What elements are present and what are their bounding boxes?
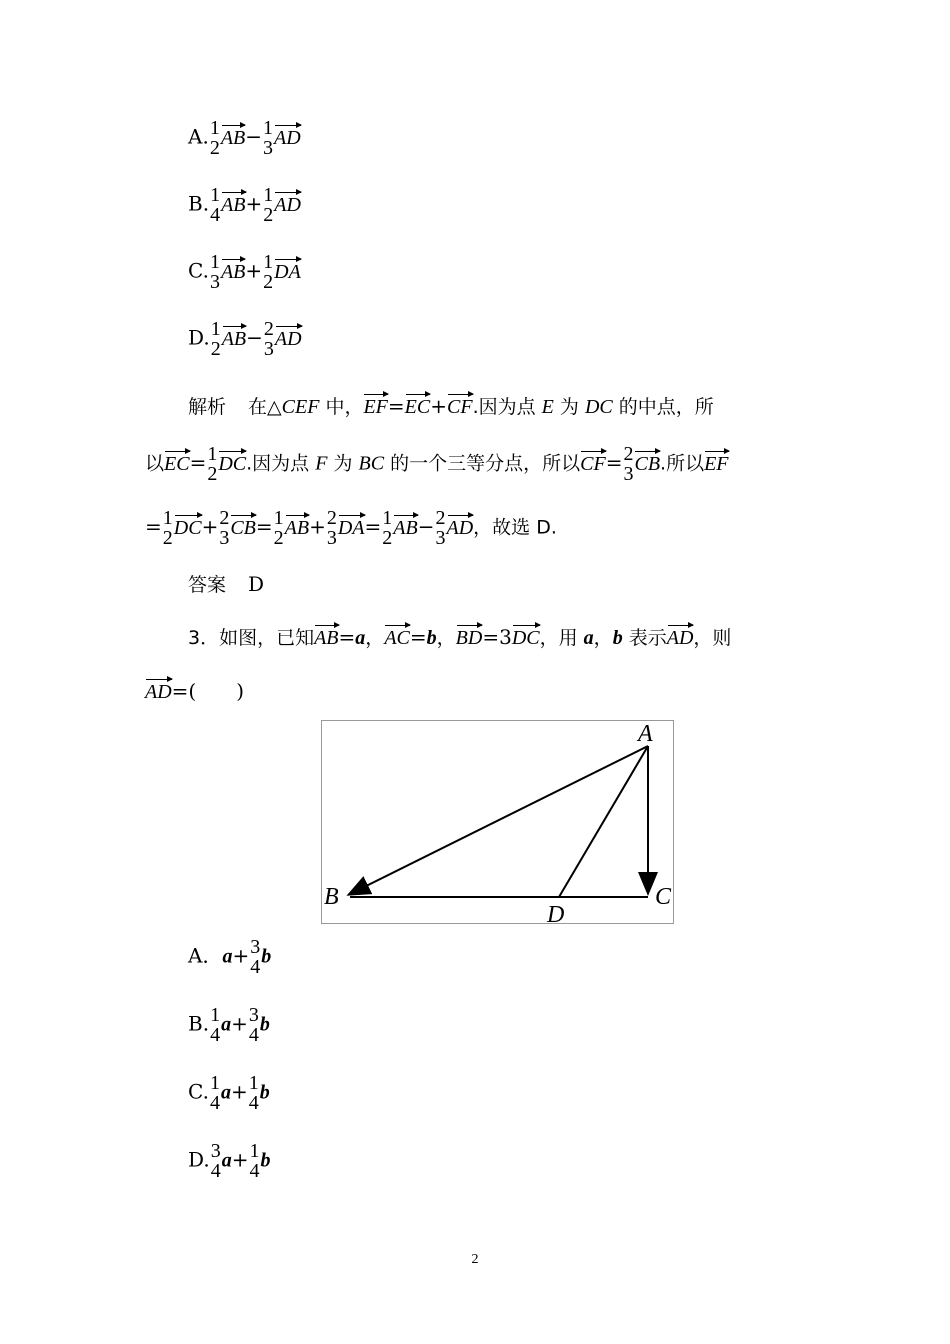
text: b bbox=[259, 1013, 270, 1036]
operator: + bbox=[245, 258, 263, 283]
fraction: 1 4 bbox=[209, 1072, 220, 1114]
text: .因为点 bbox=[472, 396, 542, 418]
vector: AC bbox=[384, 627, 410, 649]
operator: + bbox=[231, 1147, 249, 1172]
vector: AB bbox=[221, 193, 246, 216]
text: 为 bbox=[553, 396, 585, 418]
fraction: 1 2 bbox=[273, 507, 284, 549]
operator: = bbox=[409, 625, 427, 649]
text: CEF bbox=[281, 396, 320, 418]
option-q2-a bbox=[188, 118, 301, 158]
analysis-tag: 解析 bbox=[188, 396, 227, 418]
option-q3-d bbox=[188, 1141, 270, 1181]
text: a bbox=[221, 1013, 232, 1036]
option-q3-c bbox=[188, 1073, 270, 1113]
triangle-figure bbox=[321, 720, 674, 924]
vector: CB bbox=[230, 516, 256, 539]
vector: EC bbox=[404, 396, 431, 418]
operator: + bbox=[201, 514, 219, 539]
question3-line-1 bbox=[188, 627, 731, 648]
vector: DA bbox=[274, 260, 301, 283]
text: ， bbox=[593, 627, 613, 649]
vector: BD bbox=[455, 627, 483, 649]
option-label: B. bbox=[188, 1011, 210, 1036]
operator: = bbox=[255, 514, 273, 539]
operator: − bbox=[246, 325, 263, 350]
vector: DC bbox=[173, 516, 202, 539]
answer-line bbox=[188, 574, 264, 595]
text: ， bbox=[365, 627, 385, 649]
operator: = bbox=[364, 514, 382, 539]
vector: AB bbox=[221, 327, 247, 350]
option-label: D. bbox=[188, 1147, 210, 1172]
text: b bbox=[260, 1149, 271, 1172]
vector: DC bbox=[511, 627, 540, 649]
option-q3-b bbox=[188, 1005, 270, 1045]
operator: = bbox=[189, 450, 207, 475]
fraction: 2 3 bbox=[623, 443, 634, 485]
operator: + bbox=[230, 1079, 248, 1104]
fraction: 1 2 bbox=[382, 507, 393, 549]
option-label: B. bbox=[188, 191, 210, 216]
text: F bbox=[315, 452, 328, 475]
text: ，用 bbox=[539, 627, 584, 649]
text: 在△ bbox=[248, 396, 282, 418]
text: ，故选 D. bbox=[473, 516, 557, 539]
vector: AD bbox=[274, 193, 301, 216]
fraction: 1 2 bbox=[162, 507, 173, 549]
answer-value: D bbox=[248, 572, 265, 596]
option-label: C. bbox=[188, 258, 209, 283]
analysis-line-2 bbox=[145, 444, 729, 484]
operator: = bbox=[145, 514, 162, 539]
fraction: 1 2 bbox=[207, 443, 218, 485]
vector: AD bbox=[446, 516, 474, 539]
text: 中， bbox=[319, 396, 364, 418]
text: b bbox=[612, 627, 623, 649]
text: 的中点，所 bbox=[612, 396, 714, 418]
fraction: 2 3 bbox=[263, 318, 274, 360]
fraction: 1 2 bbox=[209, 117, 220, 159]
vertex-label-b: B bbox=[324, 884, 339, 910]
text: b bbox=[259, 1081, 270, 1104]
text: 的一个三等分点，所以 bbox=[384, 452, 581, 475]
operator: = bbox=[605, 450, 623, 475]
text: b bbox=[261, 945, 272, 968]
vector: CF bbox=[447, 396, 473, 418]
text: ，则 bbox=[693, 627, 732, 649]
option-q2-b bbox=[188, 185, 301, 225]
vector: DA bbox=[337, 516, 365, 539]
fraction: 1 2 bbox=[263, 251, 274, 293]
vertex-label-a: A bbox=[638, 721, 653, 747]
fraction: 1 2 bbox=[263, 184, 274, 226]
operator: + bbox=[309, 514, 326, 539]
vector: DC bbox=[218, 452, 247, 475]
operator: = bbox=[387, 394, 405, 418]
vector: AB bbox=[220, 260, 246, 283]
text: a bbox=[221, 1149, 232, 1172]
text: 3．如图，已知 bbox=[188, 627, 315, 649]
triangle-diagram bbox=[322, 721, 673, 923]
text: 表示 bbox=[622, 627, 667, 649]
option-q3-a bbox=[188, 937, 271, 977]
operator: + bbox=[232, 943, 250, 968]
question3-line-2 bbox=[145, 681, 244, 702]
vertex-label-d: D bbox=[547, 902, 565, 923]
option-q2-c bbox=[188, 252, 301, 292]
text: a bbox=[355, 627, 366, 649]
vector: AB bbox=[314, 627, 339, 649]
text: .因为点 bbox=[246, 452, 316, 475]
vector: AD bbox=[274, 327, 302, 350]
fraction: 3 4 bbox=[248, 1004, 259, 1046]
option-label: C. bbox=[188, 1079, 209, 1104]
fraction: 1 2 bbox=[210, 318, 221, 360]
vector: CF bbox=[580, 452, 606, 475]
vector: AB bbox=[220, 126, 246, 149]
operator: − bbox=[245, 124, 263, 149]
text: .所以 bbox=[660, 452, 705, 475]
operator: + bbox=[245, 191, 263, 216]
option-q2-d bbox=[188, 319, 302, 359]
fraction: 1 4 bbox=[210, 1004, 221, 1046]
text: a bbox=[220, 1081, 231, 1104]
text: DC bbox=[584, 396, 613, 418]
text: E bbox=[541, 396, 554, 418]
fraction: 2 3 bbox=[326, 507, 337, 549]
text: ， bbox=[436, 627, 456, 649]
text: =( ) bbox=[171, 679, 245, 703]
vector: EF bbox=[363, 396, 388, 418]
vertex-label-c: C bbox=[655, 884, 672, 910]
text: a bbox=[222, 945, 233, 968]
answer-tag: 答案 bbox=[188, 574, 227, 596]
fraction: 1 3 bbox=[263, 117, 274, 159]
option-label: D. bbox=[188, 325, 210, 350]
fraction: 2 3 bbox=[435, 507, 446, 549]
option-label: A. bbox=[188, 124, 209, 149]
vector: AB bbox=[284, 516, 310, 539]
fraction: 1 4 bbox=[210, 184, 221, 226]
analysis-line-3 bbox=[145, 508, 557, 548]
option-label: A． bbox=[188, 943, 223, 968]
fraction: 1 4 bbox=[249, 1140, 260, 1182]
operator: + bbox=[231, 1011, 248, 1036]
text: a bbox=[583, 627, 594, 649]
analysis-line-1 bbox=[188, 396, 714, 417]
operator: = bbox=[338, 625, 356, 649]
text: 3 bbox=[499, 625, 512, 649]
text: b bbox=[426, 627, 437, 649]
fraction: 1 3 bbox=[209, 251, 220, 293]
text: 以 bbox=[145, 452, 165, 475]
vector: AD bbox=[145, 681, 172, 703]
text: 为 bbox=[327, 452, 359, 475]
vector: AB bbox=[393, 516, 418, 539]
fraction: 2 3 bbox=[219, 507, 230, 549]
fraction: 3 4 bbox=[210, 1140, 221, 1182]
vector: CB bbox=[634, 452, 661, 475]
text: BC bbox=[358, 452, 385, 475]
vector: AD bbox=[274, 126, 301, 149]
operator: − bbox=[417, 514, 435, 539]
operator: = bbox=[482, 625, 500, 649]
page-number: 2 bbox=[471, 1252, 479, 1267]
fraction: 3 4 bbox=[250, 936, 261, 978]
fraction: 1 4 bbox=[248, 1072, 259, 1114]
vector: EF bbox=[704, 452, 729, 475]
vector: AD bbox=[666, 627, 694, 649]
vector: EC bbox=[164, 452, 190, 475]
operator: + bbox=[430, 394, 447, 418]
